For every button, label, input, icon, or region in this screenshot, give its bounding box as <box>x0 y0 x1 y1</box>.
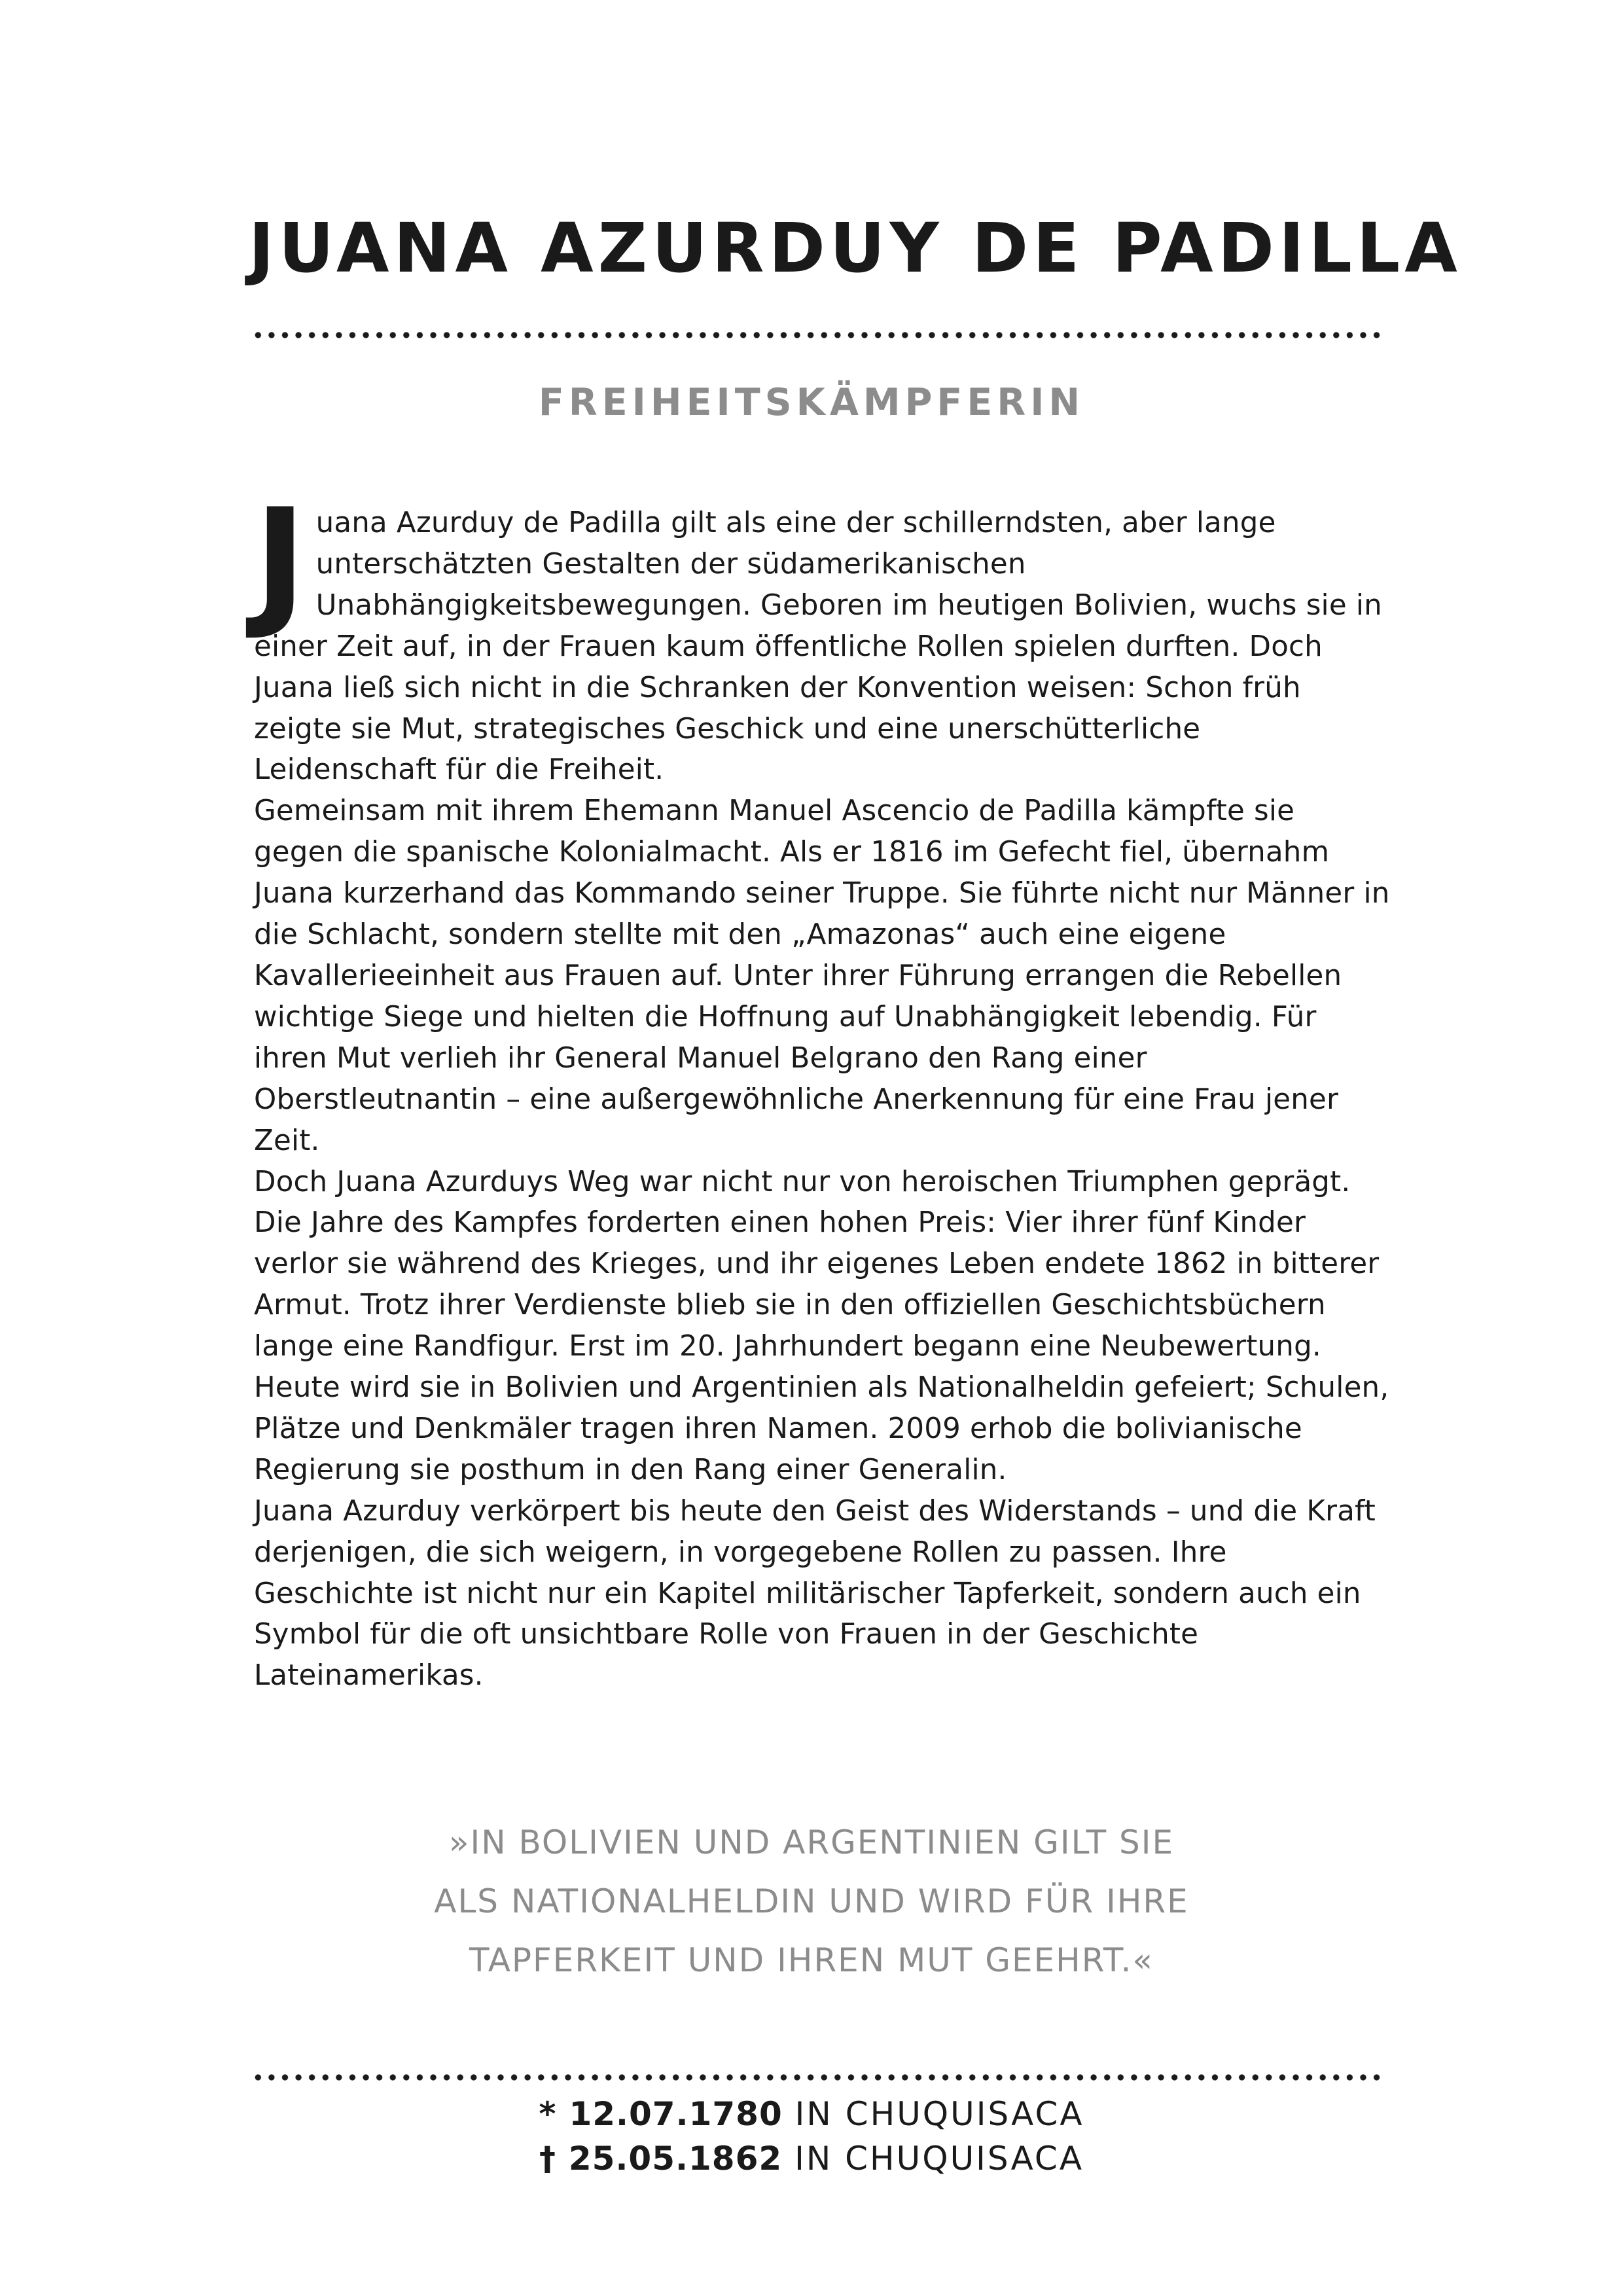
death-row <box>249 2136 1374 2181</box>
death-symbol: † <box>539 2140 556 2178</box>
body-paragraph: Gemeinsam mit ihrem Ehemann Manuel Ascencio de Padilla kämpfte sie gegen die spanische Kolonialmacht. Als er 1816 im Gefecht fiel, übernahm Juana kurzerhand das Kommando seiner Truppe. Sie führte nicht nur Männer in die Schlacht, sondern stellte mit den „Amazonas“ auch eine eigene Kavallerieeinheit aus Frauen auf. Unter ihrer Führung errangen die Rebellen wichtige Siege und hielten die Hoffnung auf Unabhängigkeit lebendig. Für ihren Mut verlieh ihr General Manuel Belgrano den Rang einer Oberstleutnantin – eine außergewöhnliche Anerkennung für eine Frau jener Zeit. <box>254 795 1390 1157</box>
birth-date: 12.07.1780 <box>569 2095 783 2133</box>
intro-paragraph <box>254 478 1390 791</box>
pull-quote-line: ALS NATIONALHELDIN UND WIRD FÜR IHRE <box>434 1882 1189 1920</box>
birth-row <box>249 2092 1374 2136</box>
article-body <box>254 478 1390 1696</box>
dotted-divider-top <box>251 331 1385 339</box>
dotted-divider-bottom <box>251 2073 1385 2081</box>
pull-quote-line: »IN BOLIVIEN UND ARGENTINIEN GILT SIE <box>448 1823 1175 1861</box>
birth-place: IN CHUQUISACA <box>794 2095 1084 2133</box>
life-dates <box>249 2092 1374 2181</box>
pull-quote-line: TAPFERKEIT UND IHREN MUT GEEHRT.« <box>469 1941 1154 1979</box>
body-paragraph: Doch Juana Azurduys Weg war nicht nur von heroischen Triumphen geprägt. Die Jahre des Kampfes forderten einen hohen Preis: Vier ihrer fünf Kinder verlor sie während des Krieges, und ihr eigenes Leben endete 1862 in bitterer Armut. Trotz ihrer Verdienste blieb sie in den offiziellen Geschichtsbüchern lange eine Randfigur. Erst im 20. Jahrhundert begann eine Neubewertung. Heute wird sie in Bolivien und Argentinien als Nationalheldin gefeiert; Schulen, Plätze und Denkmäler tragen ihren Namen. 2009 erhob die bolivianische Regierung sie posthum in den Rang einer Generalin. <box>254 1165 1389 1486</box>
birth-symbol: * <box>539 2095 557 2133</box>
body-paragraph: Juana Azurduy verkörpert bis heute den Geist des Widerstands – und die Kraft derjenigen, die sich weigern, in vorgegebene Rollen zu passen. Ihre Geschichte ist nicht nur ein Kapitel militärischer Tapferkeit, sondern auch ein Symbol für die oft unsichtbare Rolle von Frauen in der Geschichte Lateinamerikas. <box>254 1494 1376 1693</box>
death-place: IN CHUQUISACA <box>794 2140 1084 2178</box>
intro-text: uana Azurduy de Padilla gilt als eine der schillerndsten, aber lange unterschätzten Gestalten der südamerikanischen Unabhängigkeitsbewegungen. Geboren im heutigen Bolivien, wuchs sie in einer Zeit auf, in der Frauen kaum öffentliche Rollen spielen durften. Doch Juana ließ sich nicht in die Schranken der Konvention weisen: Schon früh zeigte sie Mut, strategisches Geschick und eine unerschütterliche Leidenschaft für die Freiheit. <box>254 507 1382 787</box>
pull-quote <box>249 1813 1374 1990</box>
death-date: 25.05.1862 <box>568 2140 783 2178</box>
drop-cap: J <box>254 478 307 643</box>
page-title: JUANA AZURDUY DE PADILLA <box>249 208 1462 288</box>
page-subtitle: FREIHEITSKÄMPFERIN <box>538 381 1085 424</box>
